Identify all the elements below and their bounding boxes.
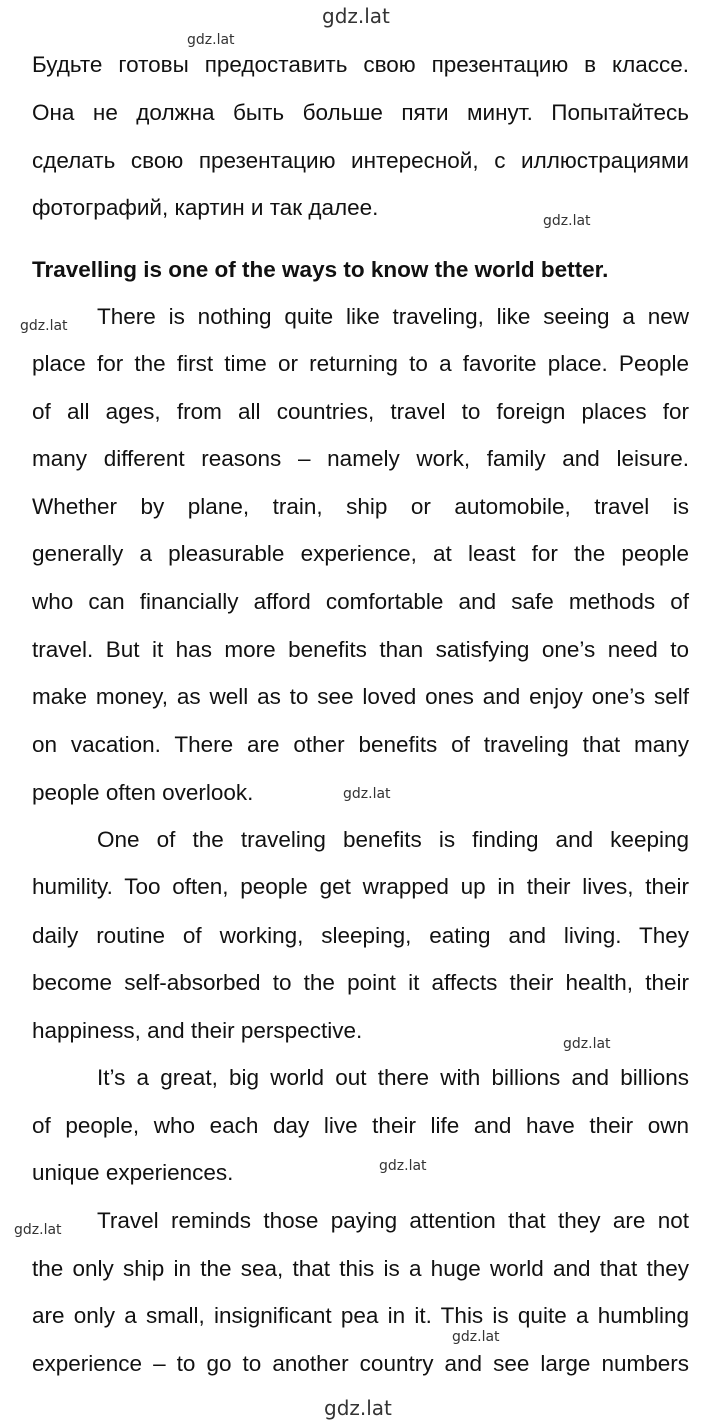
watermark: gdz.lat <box>452 1329 500 1345</box>
watermark: gdz.lat <box>187 32 235 48</box>
paragraph-line: daily routine of working, sleeping, eating and living. They <box>32 923 689 948</box>
paragraph-line: of all ages, from all countries, travel to foreign places for <box>32 399 689 424</box>
paragraph-line: There is nothing quite like traveling, like seeing a new <box>97 304 689 329</box>
paragraph-line: One of the traveling benefits is finding and keeping <box>97 827 689 852</box>
paragraph-line: Whether by plane, train, ship or automobile, travel is <box>32 494 689 519</box>
paragraph-line: are only a small, insignificant pea in it. This is quite a humbling <box>32 1303 689 1328</box>
paragraph-line: It’s a great, big world out there with billions and billions <box>97 1065 689 1090</box>
watermark: gdz.lat <box>379 1158 427 1174</box>
paragraph-line: unique experiences. <box>32 1160 234 1185</box>
paragraph-line: Travel reminds those paying attention that they are not <box>97 1208 689 1233</box>
task-line: фотографий, картин и так далее. <box>32 195 379 220</box>
watermark-top: gdz.lat <box>322 4 390 28</box>
watermark: gdz.lat <box>20 318 68 334</box>
paragraph-line: people often overlook. <box>32 780 254 805</box>
watermark: gdz.lat <box>563 1036 611 1052</box>
paragraph-line: make money, as well as to see loved ones and enjoy one’s self <box>32 684 689 709</box>
paragraph-line: travel. But it has more benefits than satisfying one’s need to <box>32 637 689 662</box>
paragraph-line: place for the first time or returning to a favorite place. People <box>32 351 689 376</box>
watermark: gdz.lat <box>14 1222 62 1238</box>
paragraph-line: of people, who each day live their life and have their own <box>32 1113 689 1138</box>
task-line: сделать свою презентацию интересной, с иллюстрациями <box>32 148 689 173</box>
watermark: gdz.lat <box>343 786 391 802</box>
essay-heading: Travelling is one of the ways to know the world better. <box>32 257 609 282</box>
paragraph-line: experience – to go to another country and see large numbers <box>32 1351 689 1376</box>
paragraph-line: on vacation. There are other benefits of traveling that many <box>32 732 689 757</box>
paragraph-line: happiness, and their perspective. <box>32 1018 363 1043</box>
paragraph-line: who can financially afford comfortable and safe methods of <box>32 589 689 614</box>
task-line: Будьте готовы предоставить свою презентацию в классе. <box>32 52 689 77</box>
watermark: gdz.lat <box>543 213 591 229</box>
paragraph-line: the only ship in the sea, that this is a huge world and that they <box>32 1256 689 1281</box>
paragraph-line: humility. Too often, people get wrapped up in their lives, their <box>32 874 689 899</box>
task-line: Она не должна быть больше пяти минут. Попытайтесь <box>32 100 689 125</box>
watermark-bottom: gdz.lat <box>324 1396 392 1420</box>
paragraph-line: many different reasons – namely work, family and leisure. <box>32 446 689 471</box>
paragraph-line: become self-absorbed to the point it affects their health, their <box>32 970 689 995</box>
paragraph-line: generally a pleasurable experience, at least for the people <box>32 541 689 566</box>
